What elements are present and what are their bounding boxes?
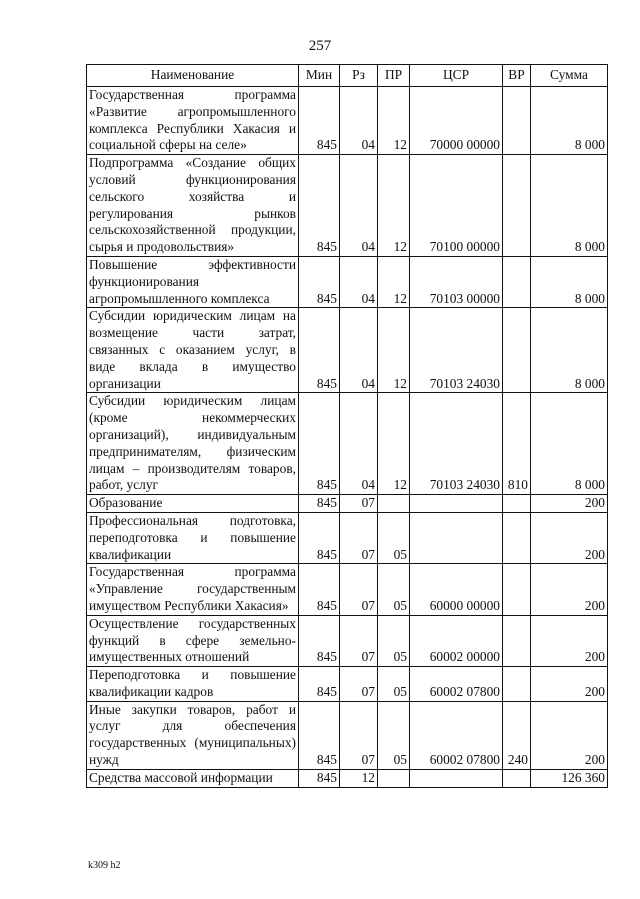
cell-rz: 07 bbox=[340, 701, 378, 769]
table-row bbox=[87, 512, 608, 563]
cell-name: Осуществление государственных функций в сфере земельно-имущественных отношений bbox=[87, 615, 299, 666]
header-csr: ЦСР bbox=[410, 65, 503, 87]
cell-vr bbox=[503, 667, 531, 702]
cell-min: 845 bbox=[299, 667, 340, 702]
header-sum: Сумма bbox=[531, 65, 608, 87]
cell-pr: 12 bbox=[378, 87, 410, 155]
cell-name: Повышение эффективности функционирования агропромышленного комплекса bbox=[87, 256, 299, 307]
header-vr: ВР bbox=[503, 65, 531, 87]
header-rz: Рз bbox=[340, 65, 378, 87]
cell-pr: 05 bbox=[378, 564, 410, 615]
table-row bbox=[87, 701, 608, 769]
cell-csr bbox=[410, 495, 503, 513]
cell-vr bbox=[503, 87, 531, 155]
cell-min: 845 bbox=[299, 701, 340, 769]
cell-pr: 05 bbox=[378, 701, 410, 769]
cell-name: Образование bbox=[87, 495, 299, 513]
cell-sum: 8 000 bbox=[531, 393, 608, 495]
cell-min: 845 bbox=[299, 87, 340, 155]
budget-table bbox=[86, 64, 608, 788]
cell-min: 845 bbox=[299, 256, 340, 307]
cell-csr: 70103 24030 bbox=[410, 308, 503, 393]
cell-rz: 04 bbox=[340, 393, 378, 495]
table-row bbox=[87, 256, 608, 307]
cell-csr: 60002 00000 bbox=[410, 615, 503, 666]
page-number: 257 bbox=[308, 38, 332, 54]
cell-sum: 200 bbox=[531, 564, 608, 615]
cell-csr bbox=[410, 512, 503, 563]
header-min: Мин bbox=[299, 65, 340, 87]
cell-pr bbox=[378, 769, 410, 787]
cell-rz: 07 bbox=[340, 495, 378, 513]
cell-vr bbox=[503, 564, 531, 615]
cell-name: Государственная программа «Управление государственным имуществом Республики Хакасия» bbox=[87, 564, 299, 615]
cell-pr: 12 bbox=[378, 308, 410, 393]
cell-sum: 8 000 bbox=[531, 308, 608, 393]
table-row bbox=[87, 87, 608, 155]
cell-rz: 12 bbox=[340, 769, 378, 787]
cell-csr: 60002 07800 bbox=[410, 701, 503, 769]
cell-name: Средства массовой информации bbox=[87, 769, 299, 787]
table-row bbox=[87, 308, 608, 393]
cell-sum: 8 000 bbox=[531, 256, 608, 307]
cell-pr: 12 bbox=[378, 256, 410, 307]
cell-vr bbox=[503, 615, 531, 666]
cell-rz: 04 bbox=[340, 256, 378, 307]
cell-csr: 70100 00000 bbox=[410, 155, 503, 257]
cell-csr: 60002 07800 bbox=[410, 667, 503, 702]
table-row bbox=[87, 495, 608, 513]
table-row bbox=[87, 155, 608, 257]
cell-rz: 07 bbox=[340, 564, 378, 615]
cell-sum: 200 bbox=[531, 615, 608, 666]
cell-pr: 12 bbox=[378, 393, 410, 495]
cell-csr: 60000 00000 bbox=[410, 564, 503, 615]
cell-name: Субсидии юридическим лицам на возмещение части затрат, связанных с оказанием услуг, в виде вклада в имущество организации bbox=[87, 308, 299, 393]
table-row bbox=[87, 667, 608, 702]
cell-rz: 04 bbox=[340, 87, 378, 155]
cell-sum: 8 000 bbox=[531, 155, 608, 257]
table-row bbox=[87, 769, 608, 787]
cell-vr bbox=[503, 495, 531, 513]
cell-vr bbox=[503, 308, 531, 393]
cell-pr: 05 bbox=[378, 512, 410, 563]
cell-name: Подпрограмма «Создание общих условий функционирования сельского хозяйства и регулирования рынков сельскохозяйственной продукции, сырья и продовольствия» bbox=[87, 155, 299, 257]
cell-csr: 70103 24030 bbox=[410, 393, 503, 495]
cell-rz: 07 bbox=[340, 615, 378, 666]
table-row bbox=[87, 564, 608, 615]
table-row bbox=[87, 393, 608, 495]
cell-rz: 07 bbox=[340, 512, 378, 563]
cell-min: 845 bbox=[299, 393, 340, 495]
cell-vr bbox=[503, 512, 531, 563]
cell-csr: 70103 00000 bbox=[410, 256, 503, 307]
cell-sum: 200 bbox=[531, 495, 608, 513]
cell-min: 845 bbox=[299, 308, 340, 393]
cell-name: Субсидии юридическим лицам (кроме некоммерческих организаций), индивидуальным предпринимателям, физическим лицам – производителям товаров, работ, услуг bbox=[87, 393, 299, 495]
cell-min: 845 bbox=[299, 155, 340, 257]
cell-pr bbox=[378, 495, 410, 513]
cell-pr: 05 bbox=[378, 615, 410, 666]
cell-min: 845 bbox=[299, 495, 340, 513]
cell-min: 845 bbox=[299, 512, 340, 563]
cell-sum: 126 360 bbox=[531, 769, 608, 787]
cell-vr: 240 bbox=[503, 701, 531, 769]
cell-csr: 70000 00000 bbox=[410, 87, 503, 155]
cell-vr bbox=[503, 155, 531, 257]
table-header-row bbox=[87, 65, 608, 87]
cell-name: Переподготовка и повышение квалификации кадров bbox=[87, 667, 299, 702]
cell-sum: 200 bbox=[531, 667, 608, 702]
header-name: Наименование bbox=[87, 65, 299, 87]
footer-code: k309 h2 bbox=[88, 860, 121, 871]
cell-vr bbox=[503, 769, 531, 787]
cell-pr: 05 bbox=[378, 667, 410, 702]
cell-sum: 200 bbox=[531, 701, 608, 769]
cell-min: 845 bbox=[299, 769, 340, 787]
cell-rz: 04 bbox=[340, 155, 378, 257]
cell-min: 845 bbox=[299, 615, 340, 666]
cell-vr: 810 bbox=[503, 393, 531, 495]
table-row bbox=[87, 615, 608, 666]
cell-name: Иные закупки товаров, работ и услуг для обеспечения государственных (муниципальных) нужд bbox=[87, 701, 299, 769]
cell-rz: 07 bbox=[340, 667, 378, 702]
cell-vr bbox=[503, 256, 531, 307]
cell-rz: 04 bbox=[340, 308, 378, 393]
cell-name: Государственная программа «Развитие агропромышленного комплекса Республики Хакасия и социальной сферы на селе» bbox=[87, 87, 299, 155]
cell-min: 845 bbox=[299, 564, 340, 615]
cell-pr: 12 bbox=[378, 155, 410, 257]
cell-csr bbox=[410, 769, 503, 787]
header-pr: ПР bbox=[378, 65, 410, 87]
cell-name: Профессиональная подготовка, переподготовка и повышение квалификации bbox=[87, 512, 299, 563]
cell-sum: 8 000 bbox=[531, 87, 608, 155]
cell-sum: 200 bbox=[531, 512, 608, 563]
